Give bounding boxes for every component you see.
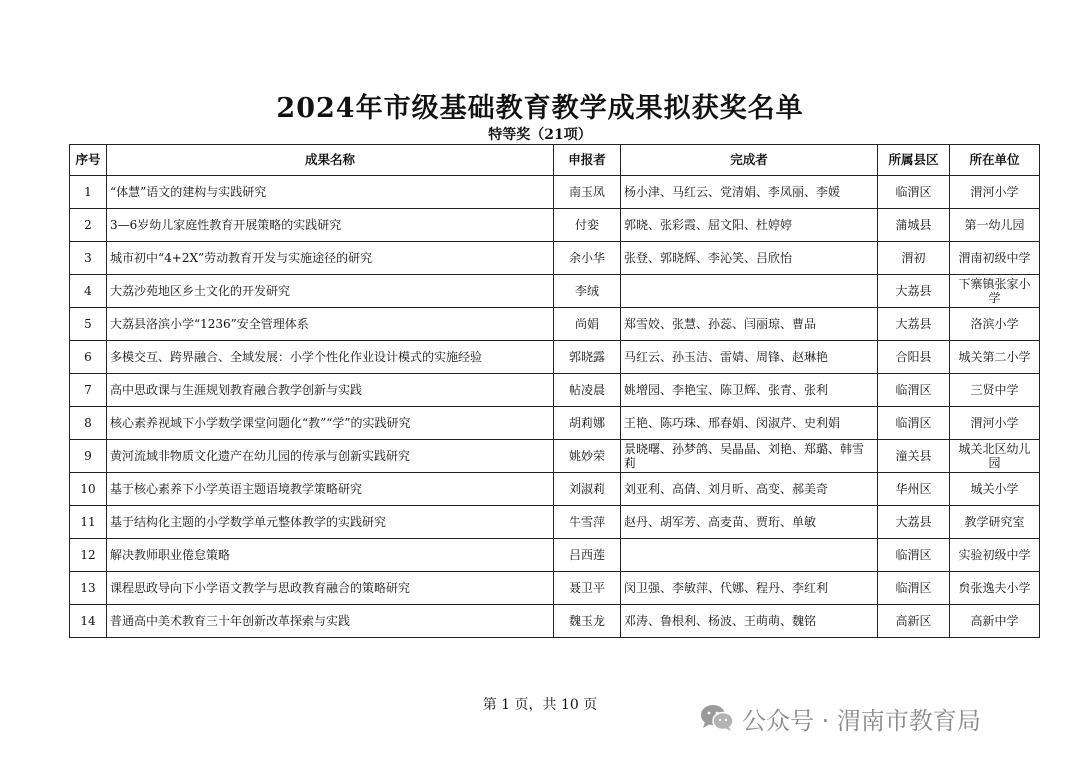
page-footer: 第 1 页，共 10 页 (482, 697, 598, 713)
cell-name: 高中思政课与生涯规划教育融合教学创新与实践 (107, 374, 554, 407)
cell-county: 大荔县 (878, 275, 950, 308)
header-no: 序号 (70, 145, 107, 176)
cell-unit: 洛滨小学 (950, 308, 1040, 341)
table-row (70, 539, 1040, 572)
table-body (70, 176, 1040, 638)
cell-applicant: 胡莉娜 (554, 407, 621, 440)
cell-name: 基于核心素养下小学英语主题语境教学策略研究 (107, 473, 554, 506)
cell-applicant: 姚妙荣 (554, 440, 621, 473)
cell-members: 赵丹、胡军芳、高麦苗、贾珩、单敏 (621, 506, 878, 539)
cell-county: 临渭区 (878, 374, 950, 407)
cell-unit: 城关第二小学 (950, 341, 1040, 374)
table-row (70, 176, 1040, 209)
table-header-row (70, 145, 1040, 176)
cell-name: 城市初中“4+2X”劳动教育开发与实施途径的研究 (107, 242, 554, 275)
cell-county: 临渭区 (878, 176, 950, 209)
cell-name: 解决教师职业倦怠策略 (107, 539, 554, 572)
cell-members: 郭晓、张彩霞、屈文阳、杜婷婷 (621, 209, 878, 242)
cell-name: 3—6岁幼儿家庭性教育开展策略的实践研究 (107, 209, 554, 242)
cell-members: 王艳、陈巧珠、邢春娟、闵淑芹、史利娟 (621, 407, 878, 440)
cell-unit: 贠张逸夫小学 (950, 572, 1040, 605)
cell-county: 蒲城县 (878, 209, 950, 242)
cell-members (621, 539, 878, 572)
cell-unit: 渭南初级中学 (950, 242, 1040, 275)
cell-members: 闵卫强、李敏萍、代娜、程丹、李红利 (621, 572, 878, 605)
cell-name: 大荔县洛滨小学“1236”安全管理体系 (107, 308, 554, 341)
table-row (70, 572, 1040, 605)
cell-county: 潼关县 (878, 440, 950, 473)
cell-name: 基于结构化主题的小学数学单元整体教学的实践研究 (107, 506, 554, 539)
cell-no: 14 (70, 605, 107, 638)
cell-unit: 三贤中学 (950, 374, 1040, 407)
cell-members: 姚增园、李艳宝、陈卫辉、张青、张利 (621, 374, 878, 407)
cell-county: 华州区 (878, 473, 950, 506)
table-row (70, 440, 1040, 473)
table-row (70, 209, 1040, 242)
cell-applicant: 牛雪萍 (554, 506, 621, 539)
cell-no: 7 (70, 374, 107, 407)
cell-no: 3 (70, 242, 107, 275)
cell-members: 邓涛、鲁根利、杨波、王萌萌、魏铭 (621, 605, 878, 638)
cell-no: 10 (70, 473, 107, 506)
header-name: 成果名称 (107, 145, 554, 176)
cell-applicant: 付娈 (554, 209, 621, 242)
header-members: 完成者 (621, 145, 878, 176)
cell-unit: 教学研究室 (950, 506, 1040, 539)
cell-applicant: 魏玉龙 (554, 605, 621, 638)
cell-county: 渭初 (878, 242, 950, 275)
table-row (70, 242, 1040, 275)
cell-members (621, 275, 878, 308)
cell-members: 景晓曙、孙梦鸽、吴晶晶、刘艳、郑璐、韩雪莉 (621, 440, 878, 473)
cell-name: 核心素养视域下小学数学课堂问题化“教”“学”的实践研究 (107, 407, 554, 440)
cell-county: 合阳县 (878, 341, 950, 374)
header-applicant: 申报者 (554, 145, 621, 176)
cell-unit: 渭河小学 (950, 407, 1040, 440)
table-row (70, 275, 1040, 308)
cell-name: 大荔沙苑地区乡土文化的开发研究 (107, 275, 554, 308)
page-title: 2024年市级基础教育教学成果拟获奖名单 (276, 93, 804, 124)
cell-county: 大荔县 (878, 506, 950, 539)
wechat-icon (700, 704, 734, 732)
cell-unit: 城关北区幼儿园 (950, 440, 1040, 473)
cell-applicant: 李绒 (554, 275, 621, 308)
cell-members: 郑雪姣、张慧、孙蕊、闫丽琼、曹品 (621, 308, 878, 341)
cell-county: 临渭区 (878, 407, 950, 440)
cell-no: 6 (70, 341, 107, 374)
table-row (70, 374, 1040, 407)
cell-unit: 城关小学 (950, 473, 1040, 506)
watermark-text: 公众号 · 渭南市教育局 (742, 706, 981, 735)
cell-county: 大荔县 (878, 308, 950, 341)
cell-applicant: 尚娟 (554, 308, 621, 341)
cell-unit: 高新中学 (950, 605, 1040, 638)
table-row (70, 506, 1040, 539)
cell-no: 9 (70, 440, 107, 473)
table-row (70, 341, 1040, 374)
cell-applicant: 帖凌晨 (554, 374, 621, 407)
cell-members: 杨小津、马红云、党清娟、李凤丽、李媛 (621, 176, 878, 209)
cell-unit: 渭河小学 (950, 176, 1040, 209)
cell-applicant: 聂卫平 (554, 572, 621, 605)
cell-name: 黄河流域非物质文化遗产在幼儿园的传承与创新实践研究 (107, 440, 554, 473)
header-county: 所属县区 (878, 145, 950, 176)
cell-no: 4 (70, 275, 107, 308)
cell-members: 张登、郭晓辉、李沁笑、吕欣怡 (621, 242, 878, 275)
cell-name: 普通高中美术教育三十年创新改革探索与实践 (107, 605, 554, 638)
watermark (700, 700, 981, 736)
cell-unit: 实验初级中学 (950, 539, 1040, 572)
page-subtitle: 特等奖（21项） (488, 127, 592, 143)
cell-no: 12 (70, 539, 107, 572)
cell-applicant: 吕西莲 (554, 539, 621, 572)
header-unit: 所在单位 (950, 145, 1040, 176)
cell-no: 1 (70, 176, 107, 209)
cell-applicant: 余小华 (554, 242, 621, 275)
award-table (69, 144, 1040, 638)
cell-applicant: 郭晓露 (554, 341, 621, 374)
cell-unit: 下寨镇张家小学 (950, 275, 1040, 308)
table-row (70, 308, 1040, 341)
cell-unit: 第一幼儿园 (950, 209, 1040, 242)
cell-applicant: 刘淑莉 (554, 473, 621, 506)
cell-county: 临渭区 (878, 572, 950, 605)
cell-members: 马红云、孙玉洁、雷婧、周锋、赵琳艳 (621, 341, 878, 374)
cell-members: 刘亚利、高倩、刘月昕、高变、郝美奇 (621, 473, 878, 506)
cell-name: 课程思政导向下小学语文教学与思政教育融合的策略研究 (107, 572, 554, 605)
cell-no: 13 (70, 572, 107, 605)
table-row (70, 605, 1040, 638)
cell-county: 临渭区 (878, 539, 950, 572)
table-row (70, 473, 1040, 506)
cell-no: 11 (70, 506, 107, 539)
cell-no: 5 (70, 308, 107, 341)
cell-no: 8 (70, 407, 107, 440)
table-row (70, 407, 1040, 440)
cell-name: “体慧”语文的建构与实践研究 (107, 176, 554, 209)
cell-name: 多模交互、跨界融合、全域发展：小学个性化作业设计模式的实施经验 (107, 341, 554, 374)
cell-no: 2 (70, 209, 107, 242)
cell-county: 高新区 (878, 605, 950, 638)
cell-applicant: 南玉凤 (554, 176, 621, 209)
